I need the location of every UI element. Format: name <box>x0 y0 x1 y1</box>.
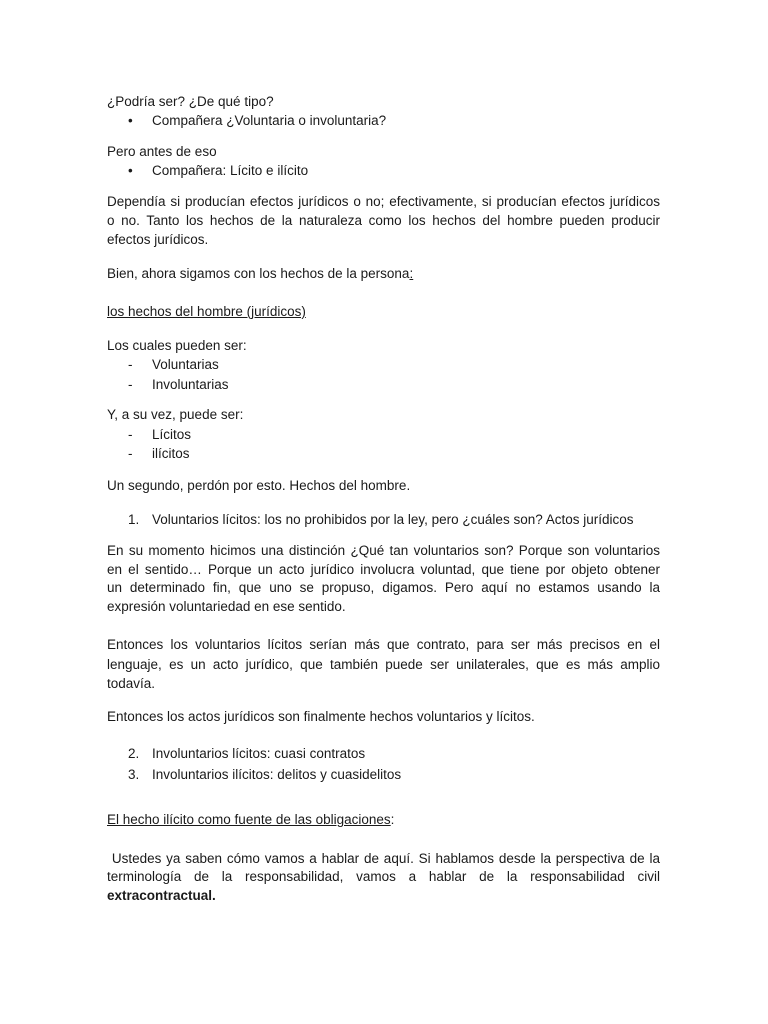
paragraph-sigamos <box>107 264 413 283</box>
section-heading-hecho-ilicito <box>107 810 394 829</box>
section-heading-hechos-del-hombre: los hechos del hombre (jurídicos) <box>107 304 306 319</box>
paragraph-line: En su momento hicimos una distinción ¿Qué tan voluntarios son? Porque son voluntarios <box>107 543 660 558</box>
paragraph-line: un determinado fin, que uno se propuso, digamos. Pero aquí no estamos usando la <box>107 580 660 595</box>
dash-marker: - <box>128 357 133 372</box>
number-marker: 2. <box>128 746 140 761</box>
paragraph-line: todavía. <box>107 676 156 691</box>
list-item-licitos: Lícitos <box>152 427 192 442</box>
paragraph-question: ¿Podría ser? ¿De qué tipo? <box>107 94 274 109</box>
bullet-item-licito: Compañera: Lícito e ilícito <box>152 163 309 178</box>
number-marker: 3. <box>128 767 140 782</box>
paragraph-line: efectos jurídicos. <box>107 232 209 247</box>
paragraph-line: o no. Tanto los hechos de la naturaleza como los hechos del hombre pueden producir <box>107 213 660 228</box>
paragraph-los-cuales: Los cuales pueden ser: <box>107 338 247 353</box>
dash-marker: - <box>128 427 133 442</box>
bullet-item-voluntaria: Compañera ¿Voluntaria o involuntaria? <box>152 113 387 128</box>
paragraph-un-segundo: Un segundo, perdón por esto. Hechos del hombre. <box>107 478 411 493</box>
bullet-marker: • <box>128 113 133 128</box>
list-item-voluntarias: Voluntarias <box>152 357 219 372</box>
paragraph-line: lenguaje, es un acto jurídico, que también puede ser unilaterales, que es más amplio <box>107 657 660 672</box>
paragraph-pero-antes: Pero antes de eso <box>107 144 217 159</box>
paragraph-line: Dependía si producían efectos jurídicos o no; efectivamente, si producían efectos jurídicos <box>107 194 660 209</box>
paragraph-line: expresión voluntariedad en ese sentido. <box>107 599 346 614</box>
paragraph-line: en el sentido… Porque un acto jurídico involucra voluntad, que tiene por objeto obtener <box>107 562 660 577</box>
numbered-item-involuntarios-licitos: Involuntarios lícitos: cuasi contratos <box>152 746 366 761</box>
dash-marker: - <box>128 446 133 461</box>
paragraph-text: Bien, ahora sigamos con los hechos de la persona <box>107 266 410 281</box>
list-item-ilicitos: ilícitos <box>152 446 190 461</box>
numbered-item-involuntarios-ilicitos: Involuntarios ilícitos: delitos y cuasidelitos <box>152 767 402 782</box>
numbered-item-voluntarios-licitos: Voluntarios lícitos: los no prohibidos por la ley, pero ¿cuáles son? Actos jurídicos <box>152 512 634 527</box>
bullet-marker: • <box>128 163 133 178</box>
heading-text: El hecho ilícito como fuente de las obligaciones <box>107 812 391 827</box>
paragraph-actos-juridicos: Entonces los actos jurídicos son finalmente hechos voluntarios y lícitos. <box>107 709 535 724</box>
paragraph-line: terminología de la responsabilidad, vamos a hablar de la responsabilidad civil <box>107 869 660 884</box>
dash-marker: - <box>128 377 133 392</box>
number-marker: 1. <box>128 512 140 527</box>
heading-colon: : <box>390 812 395 827</box>
underlined-colon: : <box>409 266 414 281</box>
paragraph-line: Ustedes ya saben cómo vamos a hablar de aquí. Si hablamos desde la perspectiva de la <box>107 851 660 866</box>
list-item-involuntarias: Involuntarias <box>152 377 229 392</box>
paragraph-a-su-vez: Y, a su vez, puede ser: <box>107 407 244 422</box>
bold-term-extracontractual: extracontractual. <box>107 888 216 903</box>
paragraph-line: Entonces los voluntarios lícitos serían más que contrato, para ser más precisos en el <box>107 637 660 652</box>
